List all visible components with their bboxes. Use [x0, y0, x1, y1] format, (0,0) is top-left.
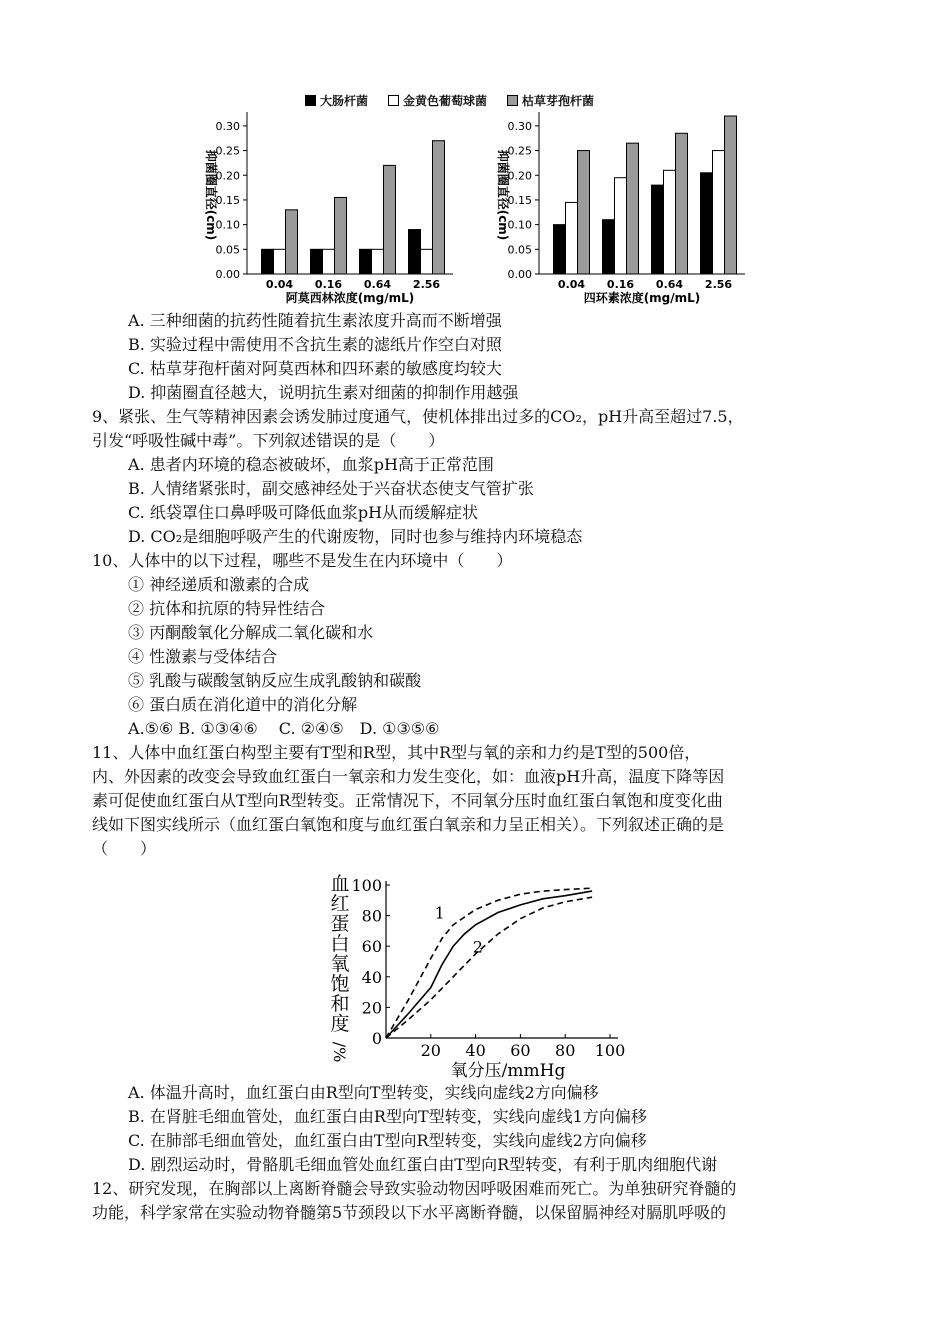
q11-option-b: B. 在肾脏毛细血管处，血红蛋白由R型向T型转变，实线向虚线1方向偏移 [128, 1107, 647, 1126]
x-tick-label: 100 [594, 1041, 626, 1060]
x-axis-label: 四环素浓度(mg/mL) [583, 291, 701, 305]
q10-item-5: ⑤ 乳酸与碳酸氢钠反应生成乳酸钠和碳酸 [128, 671, 422, 690]
y-axis-label-char: 白 [330, 933, 350, 955]
bar [384, 165, 396, 274]
bar [627, 143, 639, 274]
solid-curve [386, 891, 592, 1038]
y-axis-label-char: 蛋 [330, 913, 350, 935]
x-axis-label: 阿莫西林浓度(mg/mL) [285, 291, 415, 305]
bar [360, 249, 372, 274]
q9-stem-1: 9、紧张、生气等精神因素会诱发肺过度通气，使机体排出过多的CO₂，pH升高至超过7.5， [92, 407, 744, 426]
x-axis-label: 氧分压/mmHg [450, 1061, 566, 1080]
bar [701, 173, 713, 274]
q11-option-a: A. 体温升高时，血红蛋白由R型向T型转变，实线向虚线2方向偏移 [128, 1083, 599, 1102]
y-tick-label: 0.00 [507, 268, 532, 281]
q9-option-c: C. 纸袋罩住口鼻呼吸可降低血浆pH从而缓解症状 [128, 503, 479, 522]
bar [554, 225, 566, 274]
q11-option-d: D. 剧烈运动时，骨骼肌毛细血管处血红蛋白由T型向R型转变，有利于肌肉细胞代谢 [128, 1155, 718, 1174]
bar-charts [195, 92, 755, 307]
q10-answers: A.⑤⑥ B. ①③④⑥ C. ②④⑤ D. ①③⑤⑥ [128, 719, 440, 738]
y-tick-label: 0.15 [507, 193, 532, 207]
bar [652, 185, 664, 274]
q9-option-b: B. 人情绪紧张时，副交感神经处于兴奋状态使支气管扩张 [128, 479, 534, 498]
bar [323, 249, 335, 274]
y-tick-label: 80 [361, 906, 382, 926]
q10-stem: 10、人体中的以下过程，哪些不是发生在内环境中（ ） [92, 551, 513, 570]
y-tick-label: 0.30 [507, 119, 532, 133]
q8-option-c: C. 枯草芽孢杆菌对阿莫西林和四环素的敏感度均较大 [128, 359, 502, 378]
bar [409, 230, 421, 274]
x-tick-label: 40 [465, 1041, 486, 1060]
y-tick-label: 60 [361, 937, 382, 957]
bar [676, 133, 688, 274]
x-tick-label: 0.64 [655, 278, 684, 291]
y-tick-label: 0.25 [215, 144, 240, 158]
q10-item-1: ① 神经递质和激素的合成 [128, 575, 310, 594]
oxygen-curve-figure [320, 870, 640, 1084]
y-axis-label-char: 饱 [330, 973, 350, 995]
y-axis-label-char: 血 [330, 873, 350, 895]
x-tick-label: 0.16 [314, 278, 343, 291]
legend-item-staph: 金黄色葡萄球菌 [388, 92, 487, 109]
q8-option-a: A. 三种细菌的抗药性随着抗生素浓度升高而不断增强 [128, 311, 502, 330]
bar [566, 202, 578, 274]
q12-stem-1: 12、研究发现，在胸部以上离断脊髓会导致实验动物因呼吸困难而死亡。为单独研究脊髓的 [92, 1179, 737, 1198]
x-tick-label: 0.64 [363, 278, 392, 291]
bar [603, 220, 615, 274]
x-tick-label: 2.56 [412, 278, 441, 291]
legend-item-bacillus: 枯草芽孢杆菌 [507, 92, 594, 109]
bar [713, 151, 725, 274]
legend-item-ecoli: 大肠杆菌 [305, 92, 368, 109]
y-axis-label: 抑菌圈直径(cm) [204, 149, 218, 241]
q10-item-3: ③ 丙酮酸氧化分解成二氧化碳和水 [128, 623, 374, 642]
x-tick-label: 2.56 [704, 278, 733, 291]
q11-stem-2: 内、外因素的改变会导致血红蛋白一氧亲和力发生变化，如：血液pH升高，温度下降等因 [92, 767, 725, 786]
y-tick-label: 0.20 [215, 169, 240, 183]
y-axis-label: 抑菌圈直径(cm) [496, 149, 510, 241]
q11-stem-5: （ ） [92, 839, 157, 858]
y-tick-label: 100 [351, 876, 382, 895]
x-tick-label: 0.04 [265, 278, 294, 291]
y-axis-label-char: 度 [330, 1013, 350, 1035]
q11-stem-3: 素可促使血红蛋白从T型向R型转变。正常情况下，不同氧分压时血红蛋白氧饱和度变化曲 [92, 791, 723, 810]
y-axis-label-char: 氧 [330, 953, 350, 975]
bar [664, 170, 676, 274]
q9-option-d: D. CO₂是细胞呼吸产生的代谢废物，同时也参与维持内环境稳态 [128, 527, 583, 546]
y-tick-label: 0.05 [507, 243, 532, 257]
q10-item-4: ④ 性激素与受体结合 [128, 647, 278, 666]
y-tick-label: 0 [371, 1029, 382, 1048]
y-tick-label: 0.30 [215, 119, 240, 133]
y-axis-label-char: 红 [330, 893, 350, 915]
q10-item-6: ⑥ 蛋白质在消化道中的消化分解 [128, 695, 358, 714]
q9-stem-2: 引发“呼吸性碱中毒”。下列叙述错误的是（ ） [92, 431, 445, 450]
q11-option-c: C. 在肺部毛细血管处，血红蛋白由T型向R型转变，实线向虚线2方向偏移 [128, 1131, 647, 1150]
y-tick-label: 0.00 [215, 268, 240, 281]
q8-option-d: D. 抑菌圈直径越大，说明抗生素对细菌的抑制作用越强 [128, 383, 519, 402]
bar [274, 249, 286, 274]
y-tick-label: 0.20 [507, 169, 532, 183]
bar [725, 116, 737, 274]
y-axis-label-unit: /% [330, 1041, 349, 1063]
curve-label-1: 1 [434, 903, 445, 923]
y-tick-label: 0.15 [215, 193, 240, 207]
x-tick-label: 80 [555, 1041, 576, 1060]
bar [615, 178, 627, 274]
y-tick-label: 0.05 [215, 243, 240, 257]
y-tick-label: 0.25 [507, 144, 532, 158]
x-tick-label: 0.04 [557, 278, 586, 291]
q9-option-a: A. 患者内环境的稳态被破坏，血浆pH高于正常范围 [128, 455, 494, 474]
chart-legend [305, 92, 594, 109]
q10-item-2: ② 抗体和抗原的特异性结合 [128, 599, 326, 618]
bar-chart-1 [204, 112, 453, 305]
y-tick-label: 20 [361, 998, 382, 1018]
curve-label-2: 2 [472, 937, 483, 957]
y-tick-label: 0.10 [215, 218, 240, 232]
bar-chart-svg [195, 110, 755, 307]
x-tick-label: 20 [420, 1041, 441, 1060]
bar [372, 249, 384, 274]
q12-stem-2: 功能，科学家常在实验动物脊髓第5节颈段以下水平离断脊髓，以保留膈神经对膈肌呼吸的 [92, 1203, 727, 1222]
y-axis-label-char: 和 [330, 993, 350, 1015]
bar [421, 249, 433, 274]
dashed-curve-1 [386, 888, 592, 1038]
q11-stem-1: 11、人体中血红蛋白构型主要有T型和R型，其中R型与氧的亲和力约是T型的500倍， [92, 743, 701, 762]
bar [311, 249, 323, 274]
y-tick-label: 0.10 [507, 218, 532, 232]
bar-chart-2 [496, 112, 745, 305]
y-tick-label: 40 [361, 967, 382, 987]
x-tick-label: 0.16 [606, 278, 635, 291]
q11-stem-4: 线如下图实线所示（血红蛋白氧饱和度与血红蛋白氧亲和力呈正相关）。下列叙述正确的是 [92, 815, 725, 834]
q8-option-b: B. 实验过程中需使用不含抗生素的滤纸片作空白对照 [128, 335, 502, 354]
bar [433, 141, 445, 274]
x-tick-label: 60 [510, 1041, 531, 1060]
bar [335, 197, 347, 274]
bar [262, 249, 274, 274]
oxygen-curve-svg [320, 870, 640, 1080]
bar [578, 151, 590, 274]
bar [286, 210, 298, 274]
